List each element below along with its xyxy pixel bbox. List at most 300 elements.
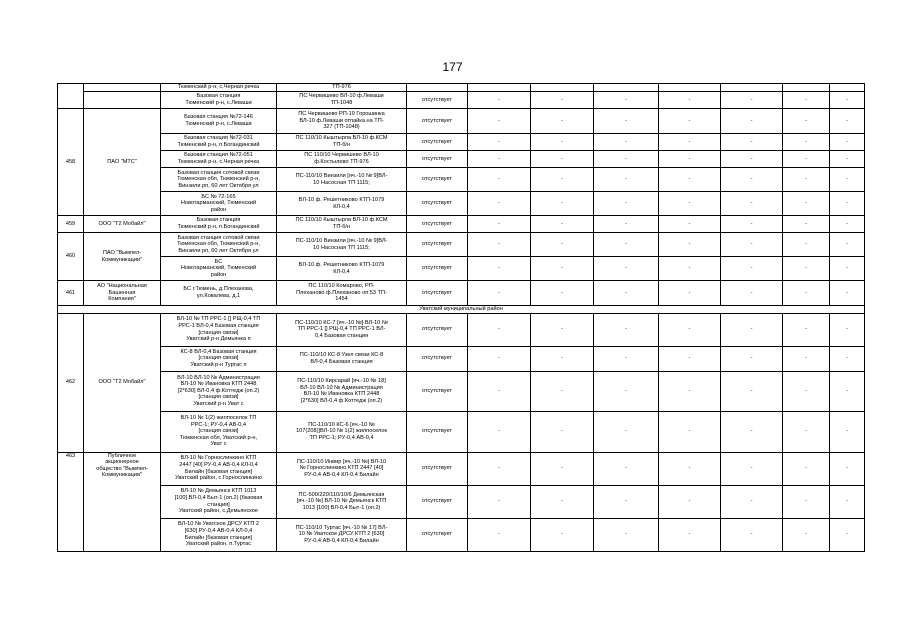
dash-cell: -	[830, 168, 865, 192]
dash-cell: -	[721, 313, 783, 346]
dash-cell: -	[830, 151, 865, 168]
dash-cell: -	[468, 371, 531, 411]
table-row	[58, 233, 865, 257]
table-row	[58, 346, 865, 371]
cell-line: [яч.-10 №] ВЛ-10 № Демьянск КТП	[296, 498, 387, 505]
empty-cell	[407, 84, 468, 92]
cell-line: Тюменский р-н, п.Богандинский	[177, 142, 260, 148]
table-row	[58, 134, 865, 151]
cell-line: ВЛ-10 ф. Решетниково КТП-1079	[298, 261, 385, 268]
dash-cell: -	[830, 192, 865, 216]
num-cell: 463	[58, 452, 84, 551]
cell-line: 107(208)]ВЛ-10 № 1(2) жилпоселок	[296, 428, 387, 435]
dash-cell: -	[830, 257, 865, 281]
table-row	[58, 192, 865, 216]
cell-line: РУ-0,4 АВ-0,4 КЛ-0,4 Билайн	[304, 537, 379, 544]
cell-line: ТП РРС-1 [] РЩ-0,4 ТП РРС-1 ВЛ-	[297, 326, 386, 333]
cell-line: ВЛ-10 № Ивановка КТП 2448	[180, 381, 257, 388]
cell-line: [станция связи]	[198, 428, 239, 435]
table-row	[58, 109, 865, 134]
status-cell: отсутствует	[407, 281, 468, 306]
table-row	[58, 151, 865, 168]
empty-cell	[659, 84, 721, 92]
cell-line: Уватский район, с.Горнослинкино	[175, 475, 262, 482]
dash-cell: -	[531, 371, 594, 411]
dash-cell: -	[830, 485, 865, 518]
dash-cell: -	[659, 518, 721, 551]
dash-cell: -	[659, 371, 721, 411]
status-cell: отсутствует	[407, 313, 468, 346]
cell-line: Коммуникации"	[101, 472, 143, 479]
dash-cell: -	[468, 92, 531, 109]
org-cell: ООО "Т2 Мобайл"	[84, 216, 161, 233]
cell-line: ВЛ-10 № Горнослинкино КТП	[180, 455, 257, 462]
dash-cell: -	[531, 151, 594, 168]
dash-cell: -	[659, 281, 721, 306]
table-row	[58, 518, 865, 551]
cell-line: ПС-110/10 КС-8 Узел связи КС-8	[299, 352, 384, 358]
dash-cell: -	[830, 216, 865, 233]
cell-line: [станция связи]	[198, 394, 239, 401]
table-row	[58, 313, 865, 346]
cell-line: Уват с	[210, 441, 227, 448]
dash-cell: -	[594, 518, 659, 551]
cell-line: Уватский р-н Уват с	[193, 400, 244, 407]
dash-cell: -	[594, 168, 659, 192]
dash-cell: -	[783, 485, 830, 518]
dash-cell: -	[468, 134, 531, 151]
cell-line: 0,4 Базовая станция	[314, 332, 369, 339]
org-cell: ПАО "МТС"	[84, 109, 161, 216]
table-row	[58, 84, 865, 92]
dash-cell: -	[594, 134, 659, 151]
dash-cell: -	[659, 233, 721, 257]
cell-line: КЛ-0,4	[333, 203, 350, 210]
dash-cell: -	[783, 313, 830, 346]
source-cell	[277, 151, 407, 168]
cell-line: Базовая станция	[196, 93, 241, 100]
dash-cell: -	[721, 485, 783, 518]
cell-line: ПС-500/220/110/10/6 Демьянская	[298, 491, 385, 498]
source-cell	[277, 371, 407, 411]
cell-line: ф.Костылево ТП-976	[314, 159, 369, 165]
cell-line: ТП-1048	[330, 100, 353, 106]
empty-cell	[721, 84, 783, 92]
cell-line: [станция связи]	[198, 355, 239, 362]
dash-cell: -	[468, 313, 531, 346]
dash-cell: -	[659, 134, 721, 151]
empty-cell	[830, 84, 865, 92]
cell-line: Новотарманский, Тюменский	[180, 265, 257, 272]
dash-cell: -	[531, 134, 594, 151]
cell-line: Базовая станция сотовой связи	[177, 169, 260, 176]
dash-cell: -	[830, 518, 865, 551]
status-cell: отсутствует	[407, 518, 468, 551]
cell-line: ПС 110/10 Комарово, РП-	[308, 283, 375, 290]
org-cell	[84, 452, 161, 551]
dash-cell: -	[468, 168, 531, 192]
source-cell	[277, 216, 407, 233]
num-cell: 460	[58, 233, 84, 281]
dash-cell: -	[531, 411, 594, 452]
dash-cell: -	[659, 92, 721, 109]
cell-line: ТП-б/н	[332, 142, 351, 148]
cell-line: район	[210, 206, 227, 213]
cell-line: Винзили рп, 60 лет Октября ул	[178, 247, 259, 254]
dash-cell: -	[468, 257, 531, 281]
dash-cell: -	[594, 233, 659, 257]
dash-cell: -	[659, 485, 721, 518]
dash-cell: -	[594, 92, 659, 109]
dash-cell: -	[721, 216, 783, 233]
num-cell: 461	[58, 281, 84, 306]
cell-line: Тюменский р-н, с.Леваши	[185, 121, 252, 127]
dash-cell: -	[721, 151, 783, 168]
dash-cell: -	[531, 485, 594, 518]
table-row	[58, 371, 865, 411]
status-cell: отсутствует	[407, 109, 468, 134]
cell-line: 1454	[335, 296, 348, 303]
dash-cell: -	[783, 134, 830, 151]
org-cell	[84, 84, 161, 92]
dash-cell: -	[659, 192, 721, 216]
district-cell: Уватский муниципальный район	[58, 306, 865, 314]
dash-cell: -	[594, 452, 659, 485]
cell-line: РРС-1; РУ-0,4 АВ-0,4	[191, 421, 246, 428]
dash-cell: -	[594, 109, 659, 134]
object-cell	[161, 151, 277, 168]
dash-cell: -	[468, 192, 531, 216]
cell-line: ПС 110/10 Червишево ВЛ-10	[304, 152, 379, 159]
dash-cell: -	[659, 411, 721, 452]
dash-cell: -	[594, 346, 659, 371]
cell-line: Билайн [базовая станция]	[184, 468, 253, 475]
source-cell	[277, 257, 407, 281]
status-cell: отсутствует	[407, 192, 468, 216]
cell-line: ПС 110/10 Кыштырла ВЛ-10 ф.КСМ	[295, 217, 388, 224]
dash-cell: -	[531, 346, 594, 371]
cell-line: 10 Насосная ТП 1115;	[313, 179, 370, 186]
cell-line: РРС-1 ВЛ-0,4 Базовая станция	[178, 323, 259, 329]
org-cell: ООО "Т2 Мобайл"	[84, 313, 161, 452]
district-row	[58, 306, 865, 314]
cell-line: ПАО "Вымпел-	[102, 249, 142, 256]
cell-line: Тюменский р-н, с.Черная речка	[177, 159, 260, 165]
num-cell: 459	[58, 216, 84, 233]
dash-cell: -	[830, 92, 865, 109]
object-cell: Тюменский р-н, с.Черная речка	[161, 84, 277, 92]
num-cell	[58, 84, 84, 109]
dash-cell: -	[783, 92, 830, 109]
source-cell	[277, 411, 407, 452]
object-cell	[161, 346, 277, 371]
cell-line: ВЛ-10 № Уватское ДРСУ КТП 2	[177, 521, 260, 528]
cell-line: Уватский р-н Демьянка п	[186, 336, 251, 343]
dash-cell: -	[468, 518, 531, 551]
cell-line: ПС Червишево ВЛ-10 ф.Леваши	[299, 93, 384, 100]
cell-line: [2*630] ВЛ-0,4 ф.Коттедж (оп.2)	[177, 387, 260, 394]
cell-line: № Горнослинкино КТП 2447 [40]	[299, 465, 384, 472]
dash-cell: -	[594, 313, 659, 346]
cell-line: Винзили рп, 60 лет Октября ул	[178, 182, 259, 189]
cell-line: Уватский район, п.Туртас	[185, 541, 252, 548]
cell-line: 10 № Уватское ДРСУ КТП 2 [630]	[298, 531, 385, 538]
cell-line: ВЛ-10 № ТП РРС-1 [] РЩ-0,4 ТП	[176, 316, 261, 323]
dash-cell: -	[659, 452, 721, 485]
source-cell	[277, 168, 407, 192]
dash-cell: -	[783, 371, 830, 411]
empty-cell	[531, 84, 594, 92]
dash-cell: -	[659, 257, 721, 281]
cell-line: Публичное	[107, 452, 137, 459]
dash-cell: -	[594, 192, 659, 216]
dash-cell: -	[783, 216, 830, 233]
org-cell	[84, 233, 161, 281]
table-row	[58, 485, 865, 518]
status-cell: отсутствует	[407, 216, 468, 233]
cell-line: Плеханово ф.Плеханово оп.53 ТП-	[296, 289, 387, 296]
cell-line: Новотарманский, Тюменский	[180, 200, 257, 207]
source-cell	[277, 134, 407, 151]
dash-cell: -	[721, 192, 783, 216]
dash-cell: -	[468, 411, 531, 452]
empty-cell	[468, 84, 531, 92]
status-cell: отсутствует	[407, 168, 468, 192]
cell-line: ул.Ковалева, д.1	[196, 293, 241, 299]
cell-line: [2*630] ВЛ-0,4 ф.Коттедж (оп.2)	[300, 397, 383, 404]
cell-line: ПС 110/10 Кыштырла ВЛ-10 ф.КСМ	[295, 135, 388, 142]
source-cell	[277, 92, 407, 109]
dash-cell: -	[659, 313, 721, 346]
dash-cell: -	[830, 411, 865, 452]
cell-line: ПС-110/10 Кирсарай [яч.-10 № 18]	[297, 377, 386, 384]
object-cell	[161, 485, 277, 518]
dash-cell: -	[594, 281, 659, 306]
cell-line: Базовая станция №72-031	[184, 135, 253, 142]
status-cell: отсутствует	[407, 371, 468, 411]
dash-cell: -	[468, 346, 531, 371]
cell-line: ВЛ-10 № Демьянск КТП 1013	[180, 488, 257, 495]
source-cell	[277, 346, 407, 371]
table-row	[58, 281, 865, 306]
status-cell: отсутствует	[407, 92, 468, 109]
source-cell	[277, 109, 407, 134]
status-cell: отсутствует	[407, 485, 468, 518]
dash-cell: -	[468, 109, 531, 134]
object-cell	[161, 192, 277, 216]
cell-line: акционерное	[105, 459, 139, 466]
dash-cell: -	[659, 168, 721, 192]
table-body	[58, 84, 865, 552]
object-cell	[161, 371, 277, 411]
object-cell	[161, 92, 277, 109]
cell-line: ВЛ-10 № 1(2) жилпоселок ТП	[180, 415, 257, 422]
dash-cell: -	[783, 281, 830, 306]
cell-line: ТП-б/н	[332, 224, 351, 230]
dash-cell: -	[783, 346, 830, 371]
dash-cell: -	[594, 151, 659, 168]
dash-cell: -	[830, 233, 865, 257]
dash-cell: -	[830, 281, 865, 306]
dash-cell: -	[830, 452, 865, 485]
status-cell: отсутствует	[407, 452, 468, 485]
dash-cell: -	[783, 233, 830, 257]
dash-cell: -	[721, 257, 783, 281]
cell-line: Уватский р-н Туртас п	[190, 361, 247, 368]
dash-cell: -	[659, 109, 721, 134]
cell-line: ВЛ-10 № Ивановка КТП 2448	[303, 391, 380, 398]
dash-cell: -	[531, 257, 594, 281]
cell-line: РУ-0,4 АВ-0,4 КЛ-0,4 Билайн	[304, 471, 379, 478]
status-cell: отсутствует	[407, 233, 468, 257]
dash-cell: -	[531, 518, 594, 551]
cell-line: 2447 [40] РУ-0,4 АВ-0,4 КЛ-0,4	[179, 462, 258, 468]
dash-cell: -	[721, 411, 783, 452]
cell-line: Тюменский р-н, с.Леваши	[185, 100, 252, 106]
cell-line: Тюменская обл, Тюменский р-н,	[177, 176, 260, 183]
cell-line: БС № 72-165	[201, 193, 236, 200]
cell-line: Тюменский р-н, п.Богандинский	[177, 224, 260, 230]
object-cell	[161, 216, 277, 233]
dash-cell: -	[721, 371, 783, 411]
dash-cell: -	[468, 281, 531, 306]
org-cell	[84, 281, 161, 306]
table-row	[58, 257, 865, 281]
cell-line: КЛ-0,4	[333, 268, 350, 275]
dash-cell: -	[783, 192, 830, 216]
dash-cell: -	[783, 109, 830, 134]
status-cell: отсутствует	[407, 411, 468, 452]
object-cell	[161, 168, 277, 192]
dash-cell: -	[468, 485, 531, 518]
dash-cell: -	[468, 233, 531, 257]
cell-line: район	[210, 271, 227, 278]
object-cell	[161, 313, 277, 346]
dash-cell: -	[721, 346, 783, 371]
status-cell: отсутствует	[407, 151, 468, 168]
cell-line: Тюменская обл, Уватский р-н,	[179, 434, 258, 441]
empty-cell	[783, 84, 830, 92]
cell-line: ВЛ-10 ф. Решетниково КТП-1079	[298, 196, 385, 203]
dash-cell: -	[659, 216, 721, 233]
dash-cell: -	[659, 346, 721, 371]
cell-line: БС	[214, 258, 223, 265]
object-cell	[161, 411, 277, 452]
cell-line: АО "Национальная	[97, 283, 147, 290]
dash-cell: -	[721, 452, 783, 485]
dash-cell: -	[783, 168, 830, 192]
object-cell	[161, 452, 277, 485]
status-cell: отсутствует	[407, 134, 468, 151]
dash-cell: -	[783, 257, 830, 281]
dash-cell: -	[531, 313, 594, 346]
dash-cell: -	[594, 216, 659, 233]
cell-line: ВЛ-10 ф.Леваши отпайка на ТП-	[299, 117, 384, 124]
cell-line: Компания"	[108, 296, 136, 303]
num-cell: 462	[58, 313, 84, 452]
source-cell	[277, 233, 407, 257]
cell-line: Башенная	[108, 289, 136, 296]
dash-cell: -	[830, 371, 865, 411]
source-cell	[277, 313, 407, 346]
dash-cell: -	[721, 92, 783, 109]
cell-line: ПС-110/10 Винзили [яч.-10 № 9]ВЛ-	[295, 237, 388, 244]
dash-cell: -	[721, 168, 783, 192]
cell-line: ПС-110/10 Туртас [яч.-10 № 17] ВЛ-	[295, 524, 388, 531]
page-number: 177	[442, 60, 463, 74]
cell-line: Тюменская обл, Тюменский р-н,	[177, 241, 260, 248]
dash-cell: -	[594, 411, 659, 452]
dash-cell: -	[659, 151, 721, 168]
dash-cell: -	[531, 281, 594, 306]
cell-line: станция]	[207, 501, 230, 508]
cell-line: Базовая станция сотовой связи	[177, 234, 260, 241]
dash-cell: -	[531, 92, 594, 109]
object-cell	[161, 109, 277, 134]
dash-cell: -	[721, 518, 783, 551]
dash-cell: -	[783, 151, 830, 168]
table-row	[58, 411, 865, 452]
dash-cell: -	[468, 151, 531, 168]
cell-line: Коммуникации"	[101, 256, 143, 263]
cell-line: Базовая станция №72-146	[184, 114, 253, 121]
dash-cell: -	[721, 134, 783, 151]
cell-line: ПС Червишево РП-10 Горошинка	[298, 111, 385, 118]
object-cell	[161, 233, 277, 257]
object-cell	[161, 281, 277, 306]
dash-cell: -	[531, 452, 594, 485]
dash-cell: -	[830, 346, 865, 371]
cell-line: Билайн [базовая станция]	[184, 534, 253, 541]
dash-cell: -	[468, 216, 531, 233]
cell-line: ПС-110/10 Инвир [яч.-10 №] ВЛ-10	[296, 458, 387, 465]
num-cell: 458	[58, 109, 84, 216]
connections-table	[57, 83, 865, 552]
dash-cell: -	[531, 216, 594, 233]
cell-line: ПС-110/10 Винзили [яч.-10 № 9]ВЛ-	[295, 172, 388, 179]
dash-cell: -	[830, 109, 865, 134]
table-row	[58, 452, 865, 485]
cell-line: [станция связи]	[198, 329, 239, 336]
cell-line: общество "Вымпел-	[96, 465, 148, 472]
dash-cell: -	[830, 134, 865, 151]
cell-line: Уватский район, с.Демьянское	[179, 508, 258, 515]
dash-cell: -	[531, 233, 594, 257]
org-cell	[84, 92, 161, 109]
dash-cell: -	[721, 109, 783, 134]
cell-line: 10 Насосная ТП 1115;	[313, 244, 370, 251]
table-row	[58, 216, 865, 233]
object-cell	[161, 518, 277, 551]
dash-cell: -	[531, 168, 594, 192]
dash-cell: -	[721, 281, 783, 306]
status-cell: отсутствует	[407, 257, 468, 281]
source-cell	[277, 518, 407, 551]
dash-cell: -	[783, 452, 830, 485]
cell-line: Базовая станция №72-051	[184, 152, 253, 159]
table-row	[58, 168, 865, 192]
source-cell	[277, 192, 407, 216]
dash-cell: -	[783, 411, 830, 452]
cell-line: 1013 [100] ВЛ-0,4 Быт-1 (оп.2)	[302, 504, 381, 511]
dash-cell: -	[594, 371, 659, 411]
dash-cell: -	[721, 233, 783, 257]
object-cell	[161, 257, 277, 281]
cell-line: Базовая станция	[196, 217, 241, 224]
cell-line: [630] РУ-0,4 АВ-0,4 КЛ-0,4	[184, 528, 253, 534]
cell-line: ТП РРС-1; РУ-0,4 АВ-0,4	[309, 434, 374, 441]
cell-line: КС-8 ВЛ-0,4 Базовая станция	[180, 348, 257, 355]
